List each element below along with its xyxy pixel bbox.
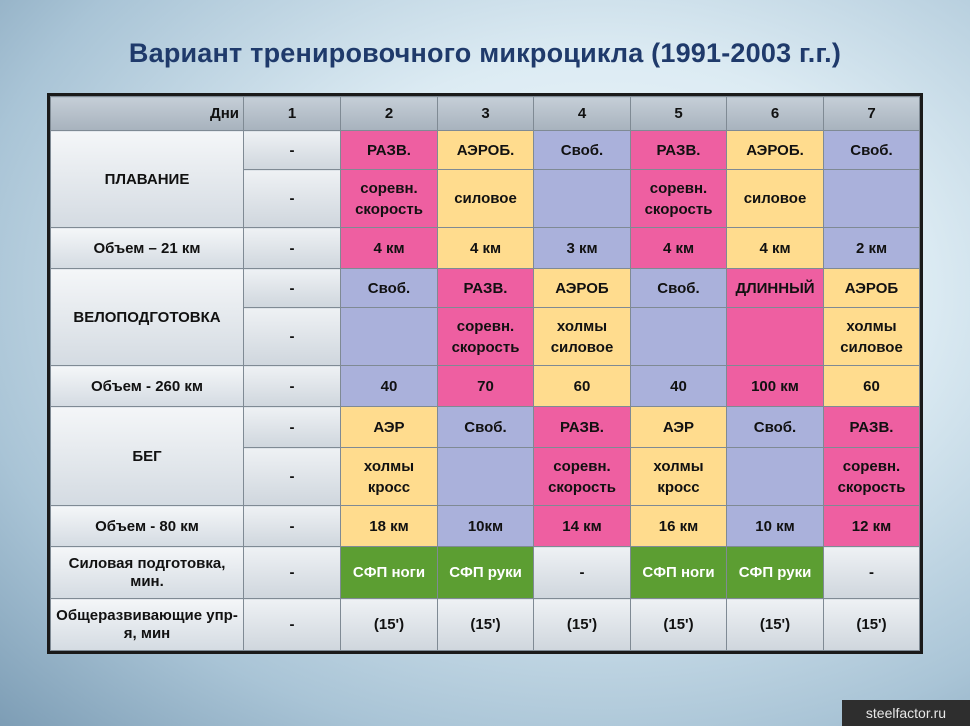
run-type-2: АЭР	[341, 407, 438, 448]
run-focus-5: холмы кросс	[631, 448, 727, 506]
run-type-4: РАЗВ.	[534, 407, 631, 448]
swim-volume-label: Объем – 21 км	[51, 228, 244, 269]
bike-focus-1: -	[244, 308, 341, 366]
bike-focus-5	[631, 308, 727, 366]
page-title: Вариант тренировочного микроцикла (1991-2003 г.г.)	[128, 38, 842, 68]
bike-label: ВЕЛОПОДГОТОВКА	[51, 269, 244, 366]
day-6: 6	[727, 97, 824, 131]
swim-focus-7	[824, 170, 920, 228]
day-1: 1	[244, 97, 341, 131]
bike-type-2: Своб.	[341, 269, 438, 308]
swim-focus-1: -	[244, 170, 341, 228]
run-volume-5: 16 км	[631, 506, 727, 547]
run-label: БЕГ	[51, 407, 244, 506]
bike-volume-6: 100 км	[727, 366, 824, 407]
run-volume-2: 18 км	[341, 506, 438, 547]
swim-focus-2: соревн. скорость	[341, 170, 438, 228]
strength-7: -	[824, 547, 920, 599]
bike-type-3: РАЗВ.	[438, 269, 534, 308]
day-5: 5	[631, 97, 727, 131]
general-3: (15')	[438, 599, 534, 651]
bike-volume-5: 40	[631, 366, 727, 407]
run-volume-6: 10 км	[727, 506, 824, 547]
general-5: (15')	[631, 599, 727, 651]
day-2: 2	[341, 97, 438, 131]
bike-volume-3: 70	[438, 366, 534, 407]
day-3: 3	[438, 97, 534, 131]
run-type-row	[51, 407, 920, 448]
strength-label: Силовая подготовка, мин.	[51, 547, 244, 599]
run-focus-2: холмы кросс	[341, 448, 438, 506]
bike-type-5: Своб.	[631, 269, 727, 308]
general-6: (15')	[727, 599, 824, 651]
bike-type-6: ДЛИННЫЙ	[727, 269, 824, 308]
bike-volume-7: 60	[824, 366, 920, 407]
run-volume-3: 10км	[438, 506, 534, 547]
days-header-label: Дни	[51, 97, 244, 131]
swim-volume-row	[51, 228, 920, 269]
swim-focus-4	[534, 170, 631, 228]
run-focus-1: -	[244, 448, 341, 506]
bike-type-4: АЭРОБ	[534, 269, 631, 308]
run-type-5: АЭР	[631, 407, 727, 448]
run-volume-4: 14 км	[534, 506, 631, 547]
general-2: (15')	[341, 599, 438, 651]
watermark: steelfactor.ru	[842, 700, 970, 726]
run-volume-1: -	[244, 506, 341, 547]
strength-2: СФП ноги	[341, 547, 438, 599]
swim-type-2: РАЗВ.	[341, 131, 438, 170]
run-focus-3	[438, 448, 534, 506]
swim-type-3: АЭРОБ.	[438, 131, 534, 170]
swim-type-6: АЭРОБ.	[727, 131, 824, 170]
bike-focus-4: холмы силовое	[534, 308, 631, 366]
run-type-6: Своб.	[727, 407, 824, 448]
general-label: Общеразвивающие упр-я, мин	[51, 599, 244, 651]
bike-focus-3: соревн. скорость	[438, 308, 534, 366]
swim-volume-5: 4 км	[631, 228, 727, 269]
run-volume-7: 12 км	[824, 506, 920, 547]
run-volume-row	[51, 506, 920, 547]
bike-volume-4: 60	[534, 366, 631, 407]
swim-type-4: Своб.	[534, 131, 631, 170]
bike-type-7: АЭРОБ	[824, 269, 920, 308]
swim-type-5: РАЗВ.	[631, 131, 727, 170]
bike-focus-6	[727, 308, 824, 366]
run-type-3: Своб.	[438, 407, 534, 448]
swim-volume-6: 4 км	[727, 228, 824, 269]
strength-5: СФП ноги	[631, 547, 727, 599]
swim-volume-2: 4 км	[341, 228, 438, 269]
bike-type-1: -	[244, 269, 341, 308]
swim-volume-4: 3 км	[534, 228, 631, 269]
run-focus-4: соревн. скорость	[534, 448, 631, 506]
swim-volume-7: 2 км	[824, 228, 920, 269]
bike-focus-2	[341, 308, 438, 366]
day-7: 7	[824, 97, 920, 131]
run-focus-6	[727, 448, 824, 506]
bike-volume-2: 40	[341, 366, 438, 407]
strength-6: СФП руки	[727, 547, 824, 599]
general-7: (15')	[824, 599, 920, 651]
run-type-1: -	[244, 407, 341, 448]
general-1: -	[244, 599, 341, 651]
swim-focus-6: силовое	[727, 170, 824, 228]
swim-type-7: Своб.	[824, 131, 920, 170]
general-4: (15')	[534, 599, 631, 651]
header-row	[51, 97, 920, 131]
swim-type-1: -	[244, 131, 341, 170]
bike-volume-label: Объем - 260 км	[51, 366, 244, 407]
bike-focus-7: холмы силовое	[824, 308, 920, 366]
strength-1: -	[244, 547, 341, 599]
day-4: 4	[534, 97, 631, 131]
run-volume-label: Объем - 80 км	[51, 506, 244, 547]
bike-type-row	[51, 269, 920, 308]
strength-row	[51, 547, 920, 599]
swim-volume-1: -	[244, 228, 341, 269]
strength-3: СФП руки	[438, 547, 534, 599]
strength-4: -	[534, 547, 631, 599]
swim-focus-5: соревн. скорость	[631, 170, 727, 228]
swim-type-row	[51, 131, 920, 170]
general-row	[51, 599, 920, 651]
run-focus-7: соревн. скорость	[824, 448, 920, 506]
microcycle-table	[50, 96, 920, 651]
swim-volume-3: 4 км	[438, 228, 534, 269]
bike-volume-row	[51, 366, 920, 407]
swim-focus-3: силовое	[438, 170, 534, 228]
swim-label: ПЛАВАНИЕ	[51, 131, 244, 228]
bike-volume-1: -	[244, 366, 341, 407]
run-type-7: РАЗВ.	[824, 407, 920, 448]
